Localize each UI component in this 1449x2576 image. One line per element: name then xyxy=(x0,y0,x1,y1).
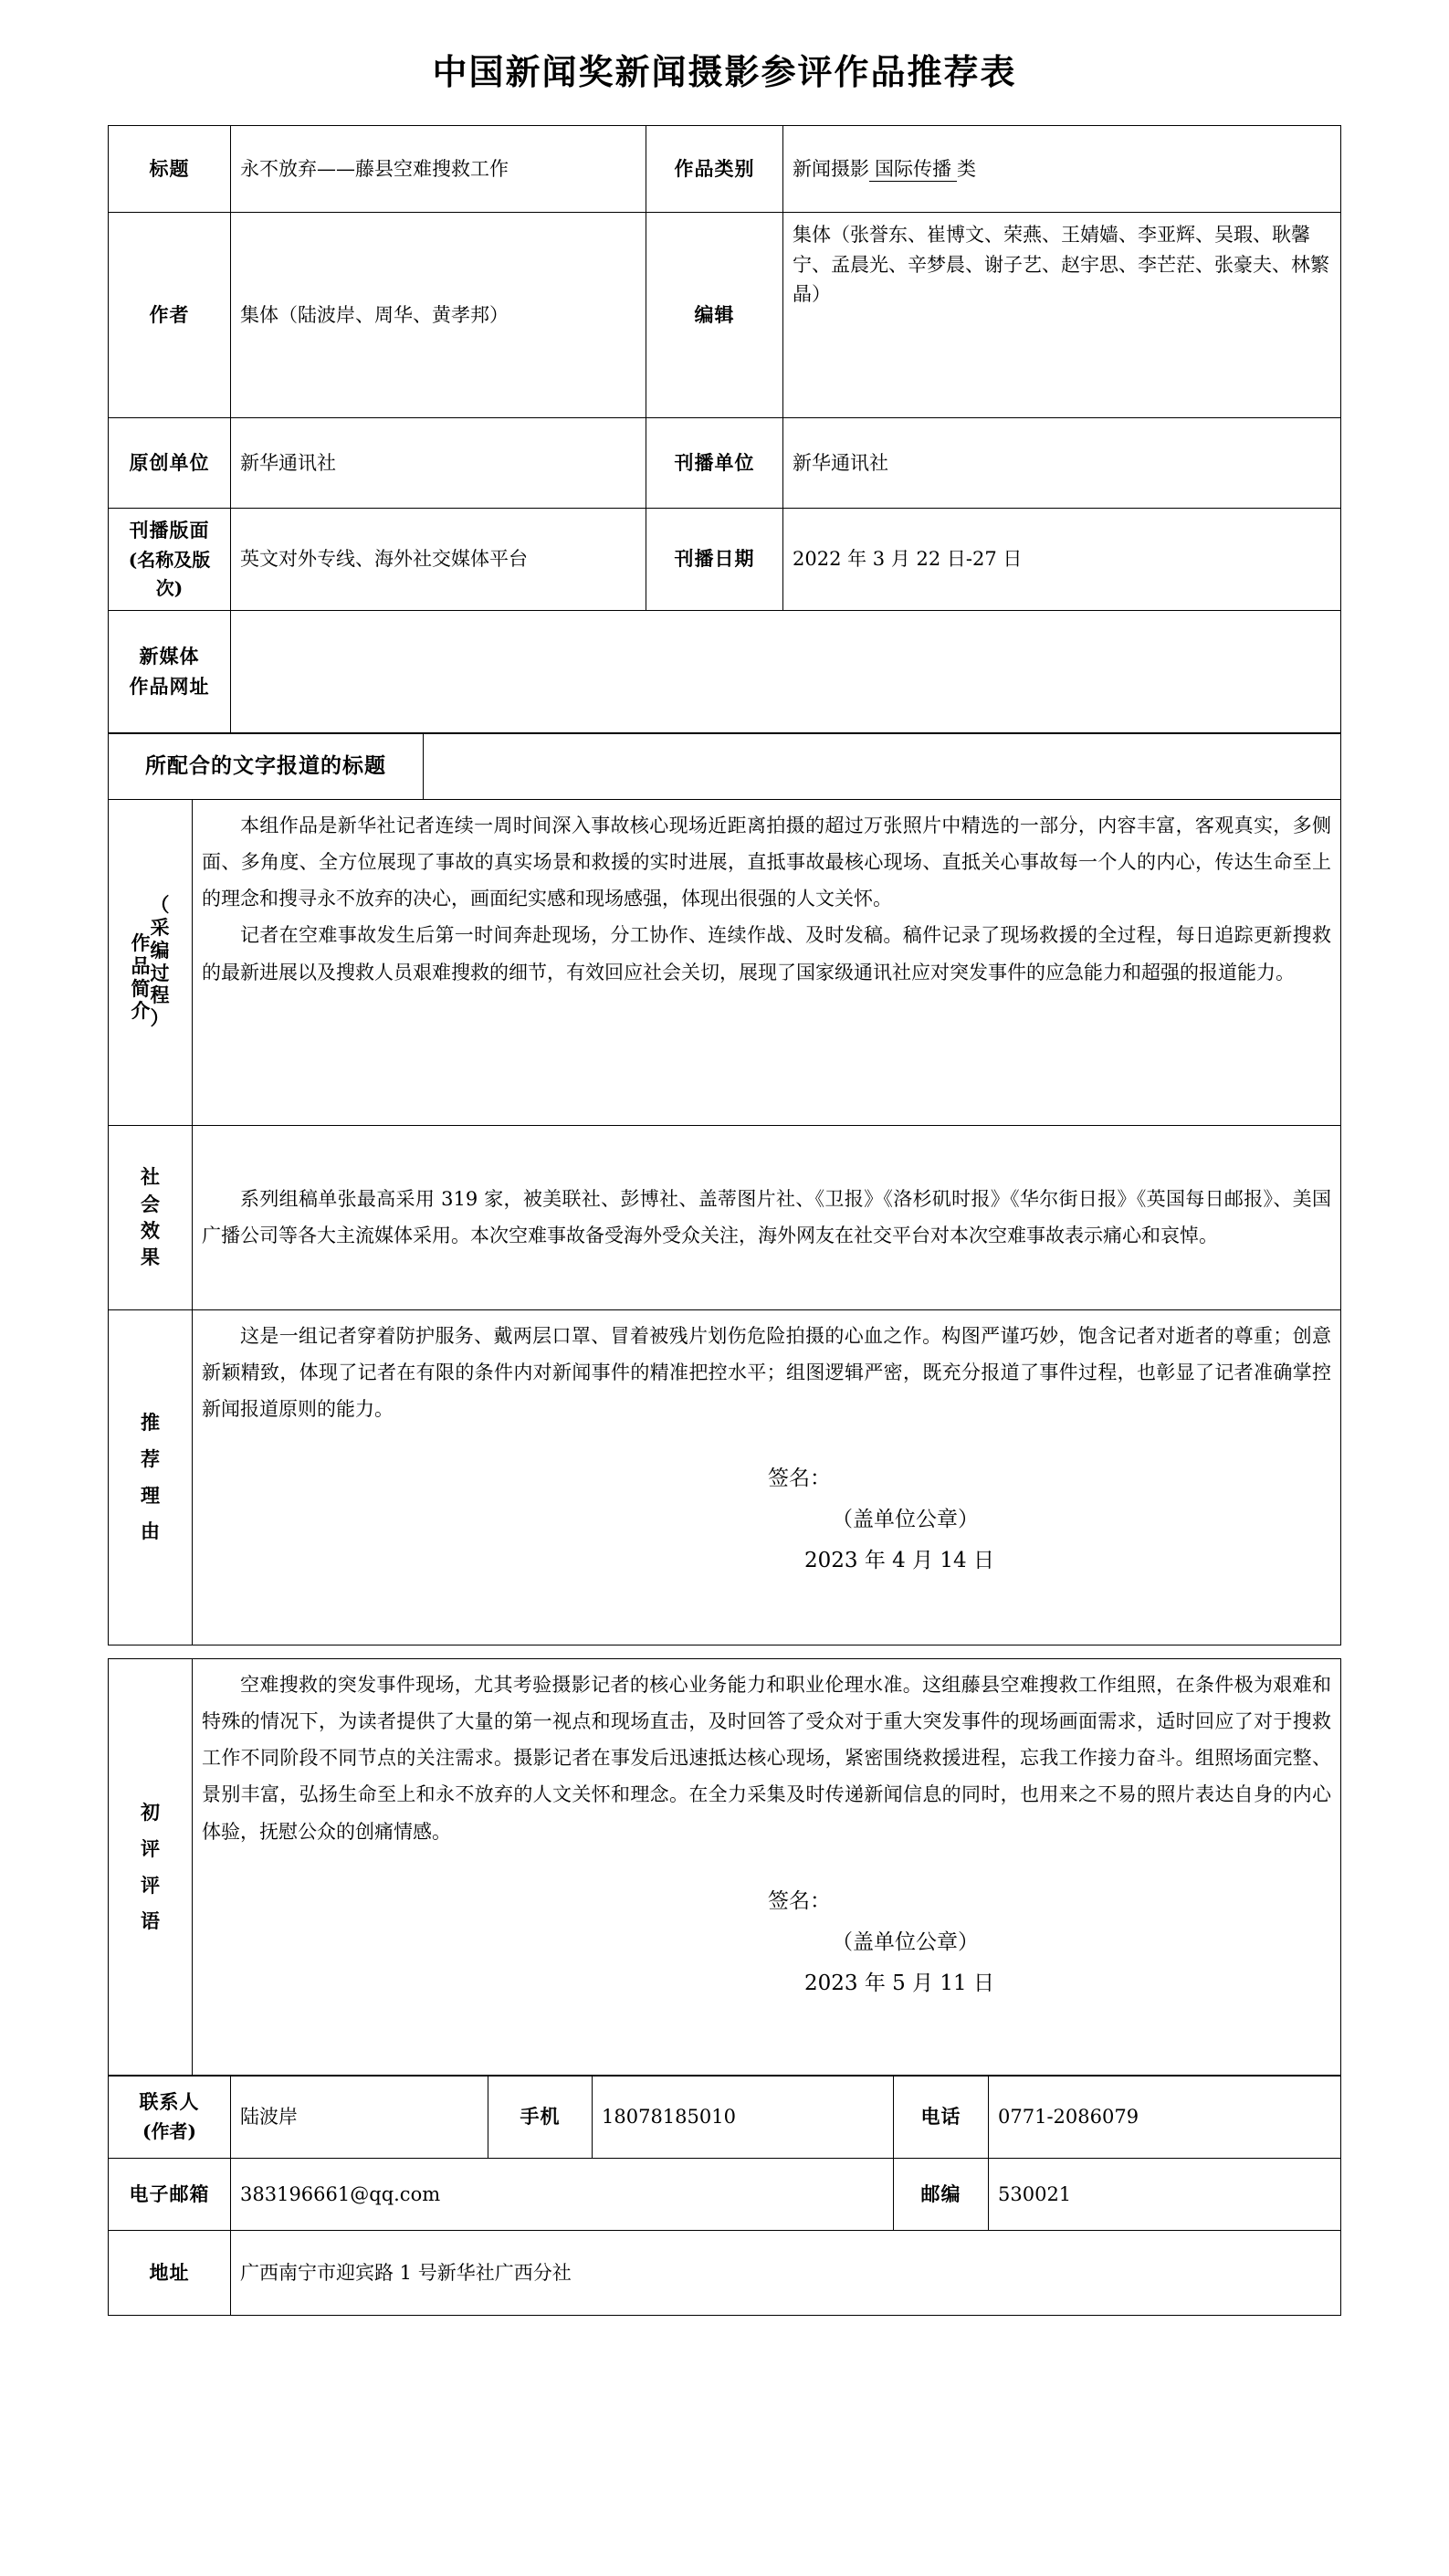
label-category: 作品类别 xyxy=(646,126,783,213)
label-title: 标题 xyxy=(109,126,231,213)
intro-lchar-1: 品 xyxy=(131,953,151,977)
value-address: 广西南宁市迎宾路 1 号新华社广西分社 xyxy=(231,2231,1341,2316)
recommend-char-2: 理 xyxy=(141,1483,160,1507)
social-char-1: 会 xyxy=(141,1192,160,1215)
label-postcode: 邮编 xyxy=(894,2159,989,2231)
category-suffix: 类 xyxy=(957,157,976,180)
value-postcode: 530021 xyxy=(989,2159,1341,2231)
label-publish-date: 刊播日期 xyxy=(646,509,783,611)
label-publish-page-main: 刊播版面 xyxy=(129,519,210,541)
recommendation-seal-label: （盖单位公章） xyxy=(832,1508,979,1532)
recommend-char-3: 由 xyxy=(141,1519,160,1543)
label-publish-page-sub: (名称及版次) xyxy=(128,548,211,599)
value-title: 永不放弃——藤县空难搜救工作 xyxy=(231,126,646,213)
intro-label-col-left xyxy=(131,932,151,1023)
value-newmedia-url xyxy=(231,610,1341,733)
label-mobile: 手机 xyxy=(488,2076,593,2159)
social-char-3: 果 xyxy=(141,1246,160,1269)
label-publish-page xyxy=(109,509,231,611)
intro-rchar-5: ） xyxy=(150,1006,170,1030)
label-companion-title: 所配合的文字报道的标题 xyxy=(109,733,424,800)
table-row-author xyxy=(109,213,1341,418)
page-title: 中国新闻奖新闻摄影参评作品推荐表 xyxy=(432,51,1017,92)
intro-lchar-3: 介 xyxy=(131,999,151,1023)
intro-paragraph-2: 记者在空难事故发生后第一时间奔赴现场，分工协作、连续作战、及时发稿。稿件记录了现场救援的全过程，每日追踪更新搜救的最新进展以及搜救人员艰难搜救的细节，有效回应社会关切，展现了国家级通讯社应对突发事件的应急能力和超强的报道能力。 xyxy=(202,924,1331,983)
label-author: 作者 xyxy=(109,213,231,418)
label-recommendation-vertical xyxy=(109,1309,193,1645)
initial-review-paragraph-1: 空难搜救的突发事件现场，尤其考验摄影记者的核心业务能力和职业伦理水准。这组藤县空难搜救工作组照，在条件极为艰难和特殊的情况下，为读者提供了大量的第一视点和现场直击，及时回答了受众对于重大突发事件的现场画面需求，适时回应了对于搜救工作不同阶段不同节点的关注需求。摄影记者在事发后迅速抵达核心现场，紧密围绕救援进程，忘我工作接力奋斗。组照场面完整、景别丰富，弘扬生命至上和永不放弃的人文关怀和理念。在全力采集及时传递新闻信息的同时，也用来之不易的照片表达自身的内心体验，抚慰公众的创痛情感。 xyxy=(202,1673,1331,1843)
label-contact-person-line1: 联系人 xyxy=(139,2090,200,2114)
recommendation-signature-label: 签名： xyxy=(768,1467,831,1491)
label-contact-person-line2: (作者) xyxy=(142,2119,196,2142)
intro-paragraph-1: 本组作品是新华社记者连续一周时间深入事故核心现场近距离拍摄的超过万张照片中精选的一部分，内容丰富，客观真实，多侧面、多角度、全方位展现了事故的真实场景和救援的实时进展，直抵事故最核心现场、直抵关心事故每一个人的内心，传达生命至上的理念和搜寻永不放弃的决心，画面纪实感和现场感强，体现出很强的人文关怀。 xyxy=(202,814,1331,910)
contact-table xyxy=(108,2075,1341,2316)
review-char-0: 初 xyxy=(141,1800,160,1824)
label-newmedia-line2: 作品网址 xyxy=(129,674,210,698)
label-social-effect-vertical xyxy=(109,1125,193,1309)
intro-lchar-0: 作 xyxy=(131,931,151,955)
metadata-table xyxy=(108,125,1341,734)
value-intro xyxy=(193,799,1341,1125)
intro-rchar-0: （ xyxy=(150,893,170,917)
value-recommendation xyxy=(193,1309,1341,1645)
table-row-email xyxy=(109,2159,1341,2231)
table-row-initial-review xyxy=(109,1658,1341,2076)
social-effect-paragraph-1: 系列组稿单张最高采用 319 家，被美联社、彭博社、盖蒂图片社、《卫报》《洛杉矶时报》《华尔街日报》《英国每日邮报》、美国广播公司等各大主流媒体采用。本次空难事故备受海外受众关注，海外网友在社交平台对本次空难事故表示痛心和哀悼。 xyxy=(202,1187,1331,1247)
companion-title-table xyxy=(108,732,1341,800)
value-publish-page: 英文对外专线、海外社交媒体平台 xyxy=(231,509,646,611)
intro-rchar-2: 编 xyxy=(150,938,170,962)
category-prefix: 新闻摄影 xyxy=(793,157,869,180)
value-origin-unit: 新华通讯社 xyxy=(231,418,646,509)
table-row-intro xyxy=(109,799,1341,1125)
initial-review-signature-label: 签名： xyxy=(768,1889,831,1914)
recommend-char-1: 荐 xyxy=(141,1446,160,1470)
value-companion-title xyxy=(424,733,1341,800)
label-intro-vertical xyxy=(109,799,193,1125)
table-row-recommendation xyxy=(109,1309,1341,1645)
table-row-units xyxy=(109,418,1341,509)
value-editor: 集体（张誉东、崔博文、荣燕、王婧嫱、李亚辉、吴瑕、耿馨宁、孟晨光、辛梦晨、谢子艺、赵宇思、李芒茫、张豪夫、林繁晶） xyxy=(783,213,1341,418)
table-row-newmedia-url xyxy=(109,610,1341,733)
intro-rchar-1: 采 xyxy=(150,916,170,940)
social-char-0: 社 xyxy=(141,1165,160,1189)
label-publish-unit: 刊播单位 xyxy=(646,418,783,509)
label-address: 地址 xyxy=(109,2231,231,2316)
intro-rchar-4: 程 xyxy=(150,983,170,1007)
label-newmedia-line1: 新媒体 xyxy=(139,645,200,668)
table-row-social-effect xyxy=(109,1125,1341,1309)
intro-lchar-2: 简 xyxy=(131,976,151,1000)
value-email: 383196661@qq.com xyxy=(231,2159,894,2231)
initial-review-signature-block xyxy=(202,1881,1331,2004)
category-middle: 国际传播 xyxy=(869,158,957,182)
recommend-char-0: 推 xyxy=(141,1410,160,1434)
table-row-companion-title xyxy=(109,733,1341,800)
value-category xyxy=(783,126,1341,213)
value-publish-unit: 新华通讯社 xyxy=(783,418,1341,509)
label-contact-person xyxy=(109,2076,231,2159)
label-editor: 编辑 xyxy=(646,213,783,418)
value-phone: 0771-2086079 xyxy=(989,2076,1341,2159)
table-row-contact-person xyxy=(109,2076,1341,2159)
review-char-1: 评 xyxy=(141,1836,160,1860)
label-email: 电子邮箱 xyxy=(109,2159,231,2231)
recommendation-paragraph-1: 这是一组记者穿着防护服务、戴两层口罩、冒着被残片划伤危险拍摄的心血之作。构图严谨巧妙，饱含记者对逝者的尊重；创意新颖精致，体现了记者在有限的条件内对新闻事件的精准把控水平；组图逻辑严密，既充分报道了事件过程，也彰显了记者准确掌控新闻报道原则的能力。 xyxy=(202,1324,1331,1421)
intro-label-col-right xyxy=(151,894,170,1030)
table-row-address xyxy=(109,2231,1341,2316)
value-initial-review xyxy=(193,1658,1341,2076)
intro-rchar-3: 过 xyxy=(150,961,170,984)
label-newmedia-url xyxy=(109,610,231,733)
value-author: 集体（陆波岸、周华、黄孝邦） xyxy=(231,213,646,418)
value-contact-person: 陆波岸 xyxy=(231,2076,488,2159)
review-char-2: 评 xyxy=(141,1873,160,1897)
review-char-3: 语 xyxy=(141,1909,160,1933)
recommendation-date: 2023 年 4 月 14 日 xyxy=(804,1549,994,1573)
value-mobile: 18078185010 xyxy=(593,2076,894,2159)
table-row-publish xyxy=(109,509,1341,611)
table-row-title xyxy=(109,126,1341,213)
recommendation-signature-block xyxy=(202,1458,1331,1582)
narrative-table xyxy=(108,799,1341,1645)
value-publish-date: 2022 年 3 月 22 日-27 日 xyxy=(783,509,1341,611)
initial-review-table xyxy=(108,1658,1341,2077)
label-phone: 电话 xyxy=(894,2076,989,2159)
label-initial-review-vertical xyxy=(109,1658,193,2076)
initial-review-seal-label: （盖单位公章） xyxy=(832,1929,979,1954)
value-social-effect xyxy=(193,1125,1341,1309)
label-origin-unit: 原创单位 xyxy=(109,418,231,509)
initial-review-date: 2023 年 5 月 11 日 xyxy=(804,1971,994,1995)
social-char-2: 效 xyxy=(141,1219,160,1243)
